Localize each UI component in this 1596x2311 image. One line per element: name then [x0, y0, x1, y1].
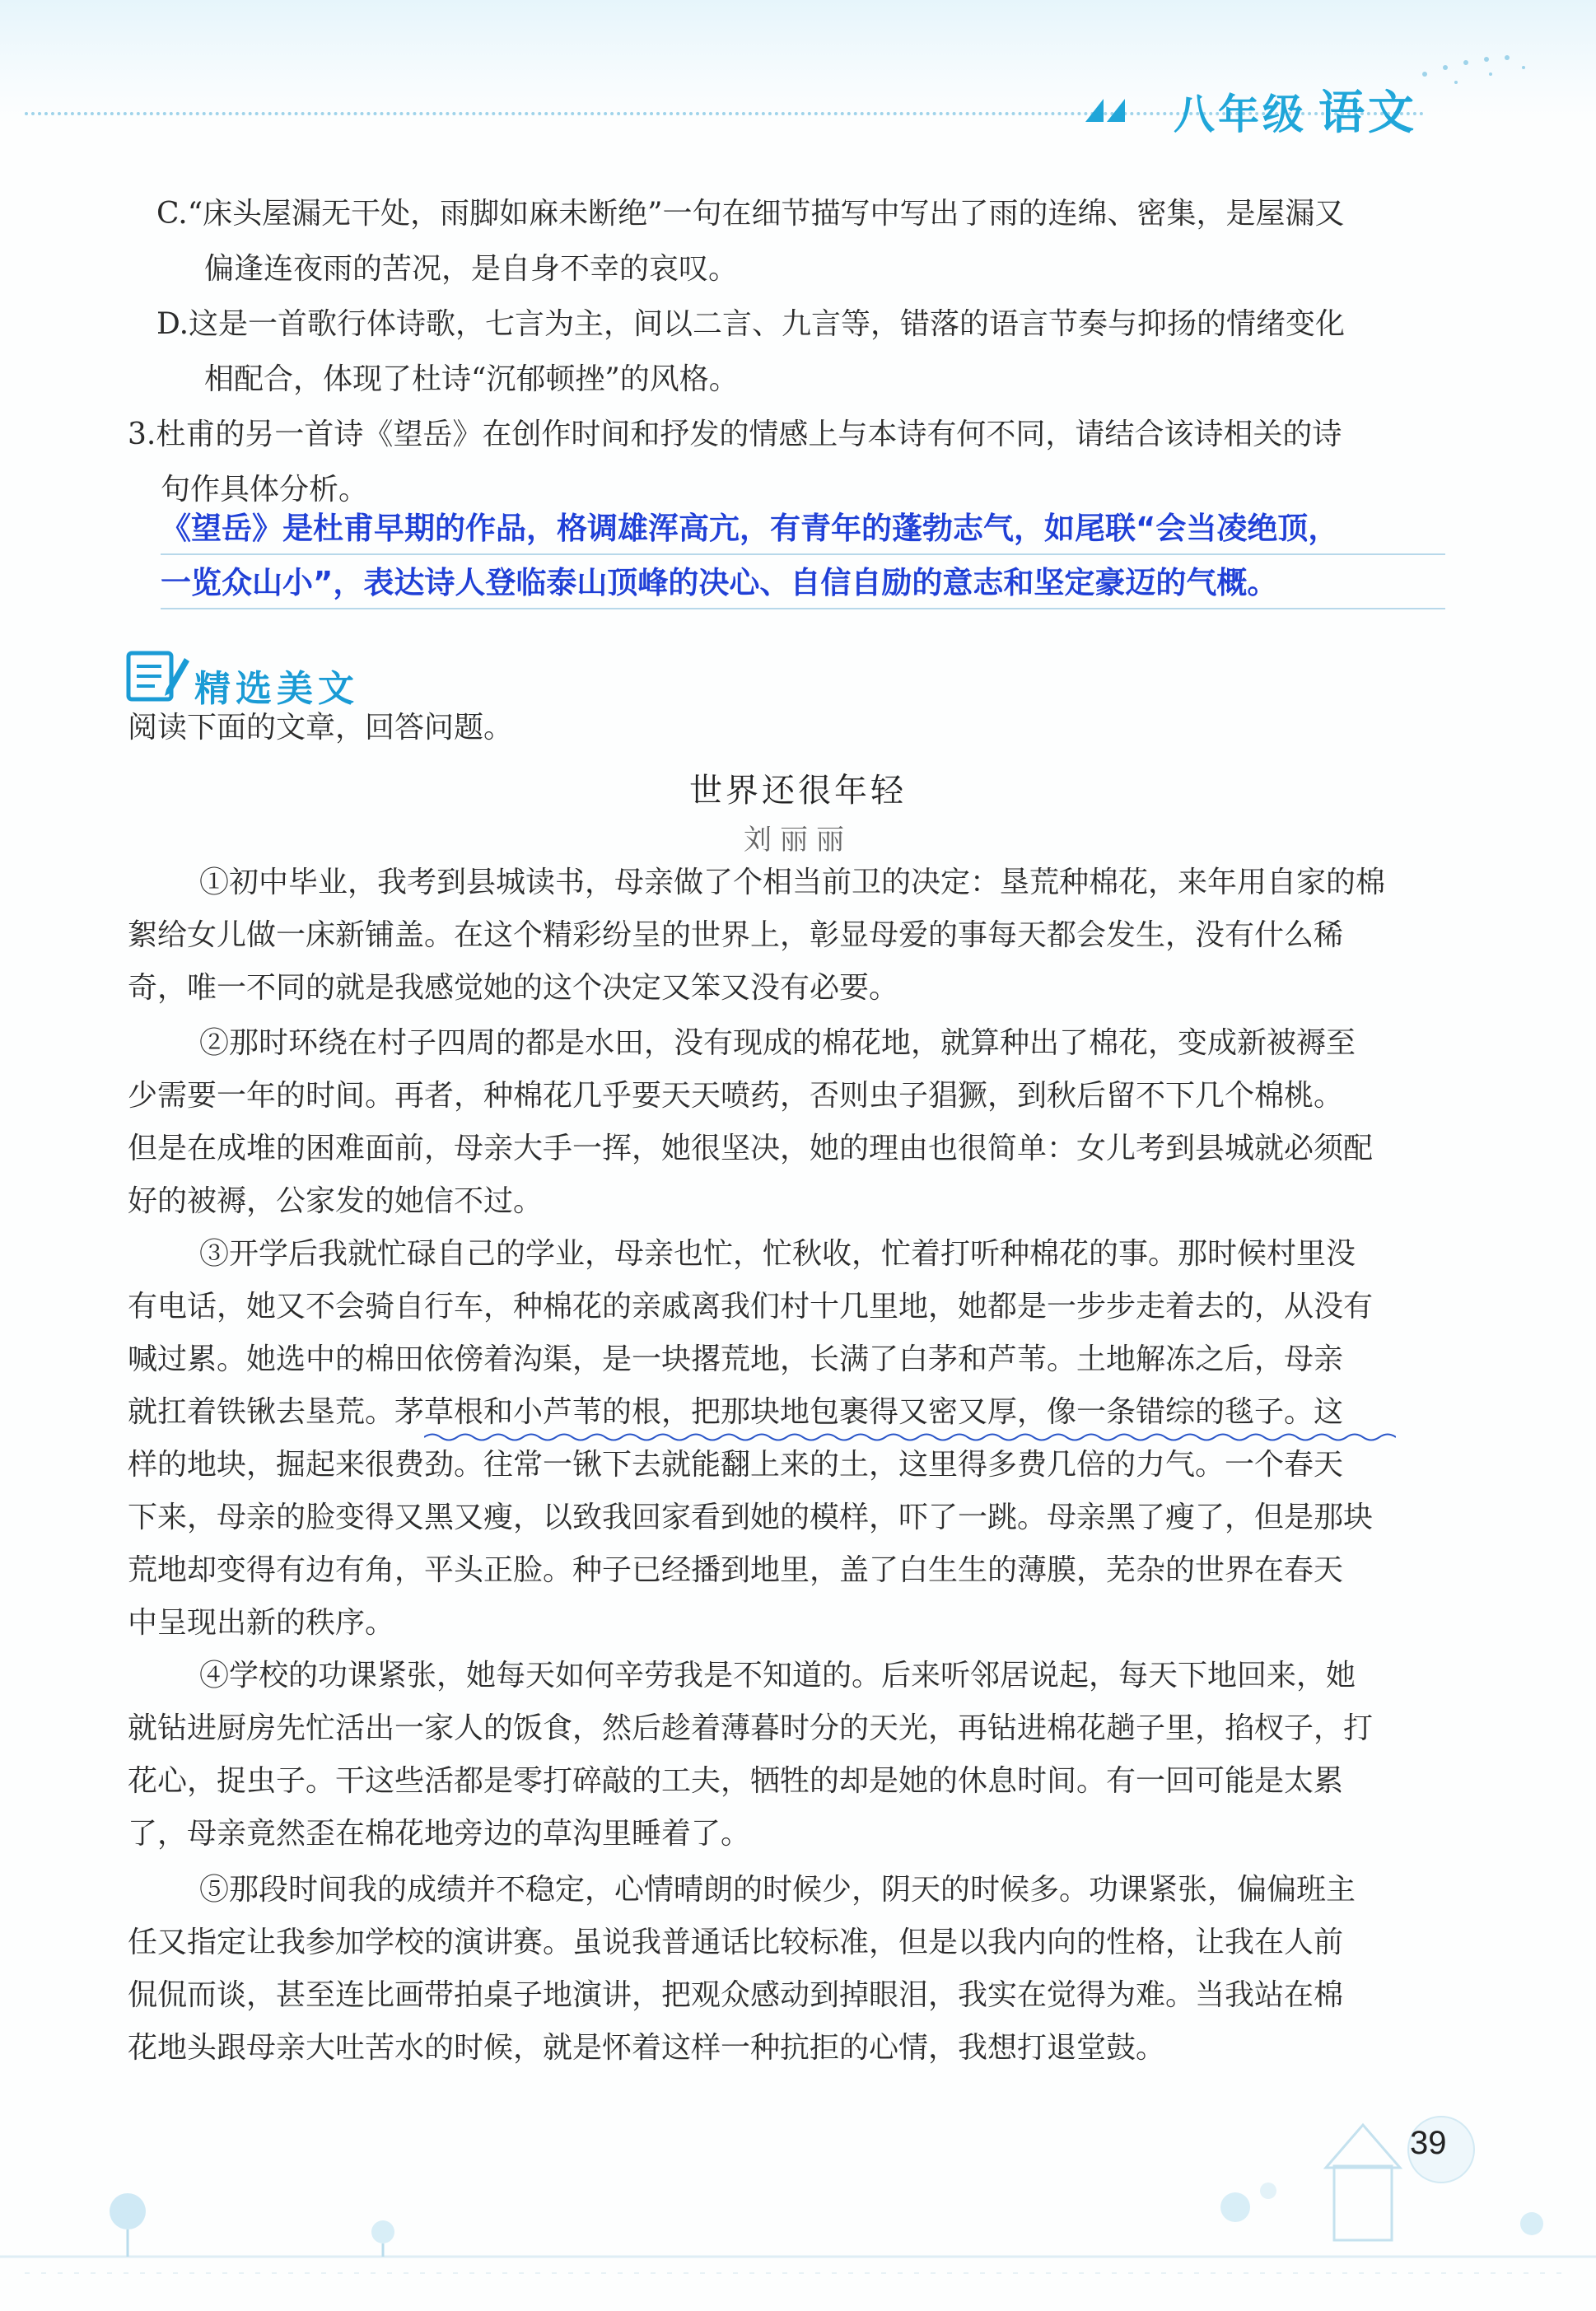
header-title [1174, 77, 1417, 142]
article-line: 少需要一年的时间。再者，种棉花几乎要天天喷药，否则虫子猖獗，到秋后留不下几个棉桃。 [128, 1079, 1344, 1113]
option-d-line-1: D.这是一首歌行体诗歌，七言为主，间以二言、九言等，错落的语言节奏与抑扬的情绪变化 [156, 307, 1346, 341]
article-line: ③开学后我就忙碌自己的学业，母亲也忙，忙秋收，忙着打听种棉花的事。那时候村里没 [199, 1237, 1356, 1271]
section-title: 精选美文 [194, 668, 359, 710]
article-line: 喊过累。她选中的棉田依傍着沟渠，是一块撂荒地，长满了白茅和芦苇。土地解冻之后，母亲 [128, 1342, 1344, 1376]
article-title: 世界还很年轻 [689, 772, 907, 810]
article-line: 样的地块，掘起来很费劲。往常一锹下去就能翻上来的土，这里得多费几倍的力气。一个春天 [128, 1448, 1344, 1482]
article-line: ②那时环绕在村子四周的都是水田，没有现成的棉花地，就算种出了棉花，变成新被褥至 [199, 1026, 1356, 1060]
option-d-line-2: 相配合，体现了杜诗“沉郁顿挫”的风格。 [204, 362, 739, 396]
article-line: 奇，唯一不同的就是我感觉她的这个决定又笨又没有必要。 [128, 971, 899, 1005]
answer-rule-1 [161, 553, 1445, 555]
question-3-line-2: 句作具体分析。 [161, 473, 369, 507]
header-dots-ornament-icon [1408, 49, 1532, 115]
article-line: 就钻进厨房先忙活出一家人的饭食，然后趁着薄暮时分的天光，再钻进棉花趟子里，掐杈子，打 [128, 1711, 1374, 1745]
article-line: 有电话，她又不会骑自行车，种棉花的亲戚离我们村十几里地，她都是一步步走着去的，从没有 [128, 1290, 1374, 1324]
article-line: 任又指定让我参加学校的演讲赛。虽说我普通话比较标准，但是以我内向的性格，让我在人前 [128, 1926, 1344, 1959]
answer-line-2: 一览众山小”，表达诗人登临泰山顶峰的决心、自信自励的意志和坚定豪迈的气概。 [161, 565, 1278, 600]
question-3-line-1: 3.杜甫的另一首诗《望岳》在创作时间和抒发的情感上与本诗有何不同，请结合该诗相关的诗 [128, 418, 1342, 451]
article-line: 中呈现出新的秩序。 [128, 1606, 395, 1640]
article-line: 花心，捉虫子。干这些活都是零打碎敲的工夫，牺牲的却是她的休息时间。有一回可能是太累 [128, 1764, 1344, 1798]
answer-rule-2 [161, 608, 1445, 609]
article-line: 侃侃而谈，甚至连比画带拍桌子地演讲，把观众感动到掉眼泪，我实在觉得为难。当我站在棉 [128, 1978, 1344, 2012]
article-line: 了，母亲竟然歪在棉花地旁边的草沟里睡着了。 [128, 1817, 751, 1851]
article-line: ④学校的功课紧张，她每天如何辛劳我是不知道的。后来听邻居说起，每天下地回来，她 [199, 1659, 1356, 1692]
header-grade: 八年级 [1174, 91, 1307, 138]
article-line: 下来，母亲的脸变得又黑又瘦，以致我回家看到她的模样，吓了一跳。母亲黑了瘦了，但是那块 [128, 1501, 1374, 1534]
bottom-decoration-illustration [0, 2108, 1596, 2311]
page-number: 39 [1410, 2125, 1447, 2161]
answer-line-1: 《望岳》是杜甫早期的作品，格调雄浑高亢，有青年的蓬勃志气，如尾联“会当凌绝顶， [161, 511, 1339, 546]
header-subject: 语文 [1318, 86, 1417, 140]
article-line: 花地头跟母亲大吐苦水的时候，就是怀着这样一种抗拒的心情，我想打退堂鼓。 [128, 2031, 1166, 2065]
article-line: 好的被褥，公家发的她信不过。 [128, 1184, 544, 1218]
option-c-line-2: 偏逢连夜雨的苦况，是自身不幸的哀叹。 [204, 252, 739, 286]
article-line: 荒地却变得有边有角，平头正脸。种子已经播到地里，盖了白生生的薄膜，芜杂的世界在春天 [128, 1553, 1344, 1587]
article-line: 就扛着铁锹去垦荒。茅草根和小芦苇的根，把那块地包裹得又密又厚，像一条错综的毯子。这 [128, 1395, 1344, 1429]
article-line: 絮给女儿做一床新铺盖。在这个精彩纷呈的世界上，彰显母爱的事每天都会发生，没有什么稀 [128, 918, 1344, 952]
note-pencil-icon [125, 647, 191, 704]
article-author: 刘丽丽 [744, 824, 852, 857]
option-c-line-1: C.“床头屋漏无干处，雨脚如麻未断绝”一句在细节描写中写出了雨的连绵、密集，是屋漏又 [156, 197, 1345, 231]
reading-instruction: 阅读下面的文章，回答问题。 [128, 711, 514, 745]
article-line: ⑤那段时间我的成绩并不稳定，心情晴朗的时候少，阴天的时候多。功课紧张，偏偏班主 [199, 1873, 1356, 1907]
triangle-ornament-icon [1085, 91, 1132, 124]
wavy-underline [424, 1431, 1396, 1443]
article-line: 但是在成堆的困难面前，母亲大手一挥，她很坚决，她的理由也很简单：女儿考到县城就必须配 [128, 1132, 1374, 1165]
article-line: ①初中毕业，我考到县城读书，母亲做了个相当前卫的决定：垦荒种棉花，来年用自家的棉 [199, 866, 1386, 899]
